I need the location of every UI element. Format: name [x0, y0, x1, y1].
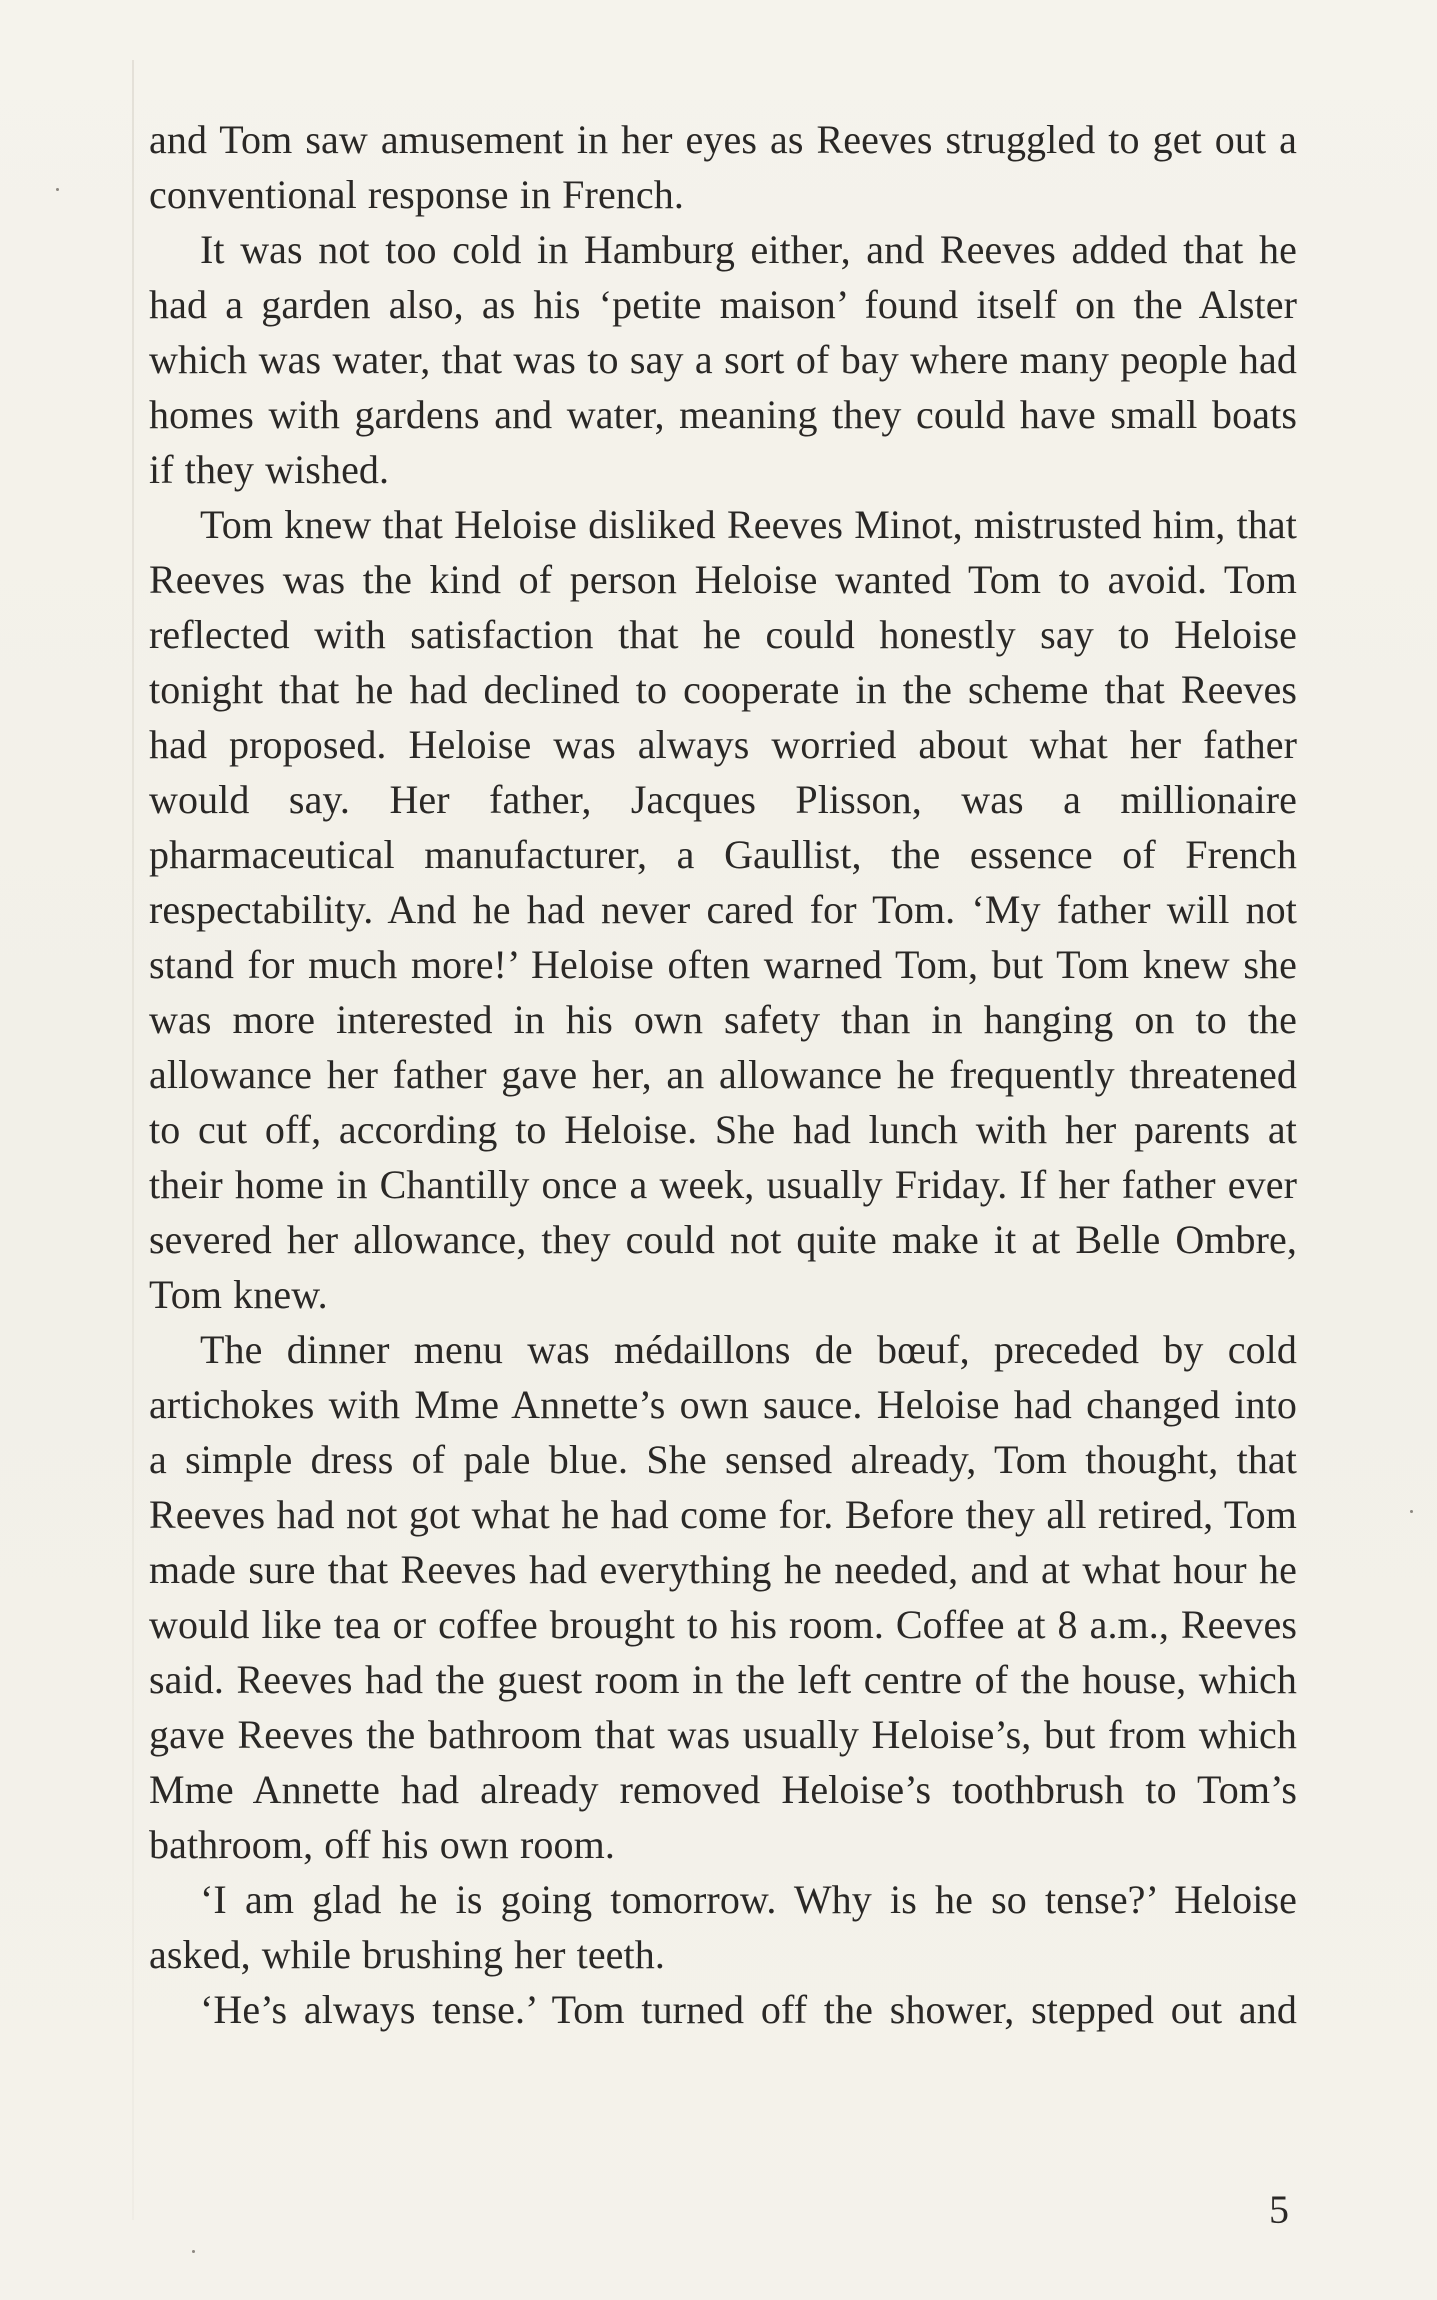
paragraph: Tom knew that Heloise disliked Reeves Minot, mistrusted him, that Reeves was the kind of person Heloise wanted Tom to avoid. Tom reflected with satisfaction that he could honestly say to Heloise tonight that he had declined to cooperate in the scheme that Reeves had proposed. Heloise was always worried about what her father would say. Her father, Jacques Plisson, was a millionaire pharmaceutical manufacturer, a Gaullist, the essence of French respectability. And he had never cared for Tom. ‘My father will not stand for much more!’ Heloise often warned Tom, but Tom knew she was more interested in his own safety than in hanging on to the allowance her father gave her, an allowance he frequently threatened to cut off, according to Heloise. She had lunch with her parents at their home in Chantilly once a week, usually Friday. If her father ever severed her allowance, they could not quite make it at Belle Ombre, Tom knew. — [149, 502, 1297, 1317]
paper-speck — [1410, 1510, 1413, 1513]
paper-speck — [56, 188, 59, 191]
page-fold-shadow — [132, 60, 134, 2220]
paragraph: and Tom saw amusement in her eyes as Reeves struggled to get out a conventional response in French. — [149, 117, 1297, 217]
body-text — [149, 112, 1297, 2037]
page-number: 5 — [1269, 2187, 1289, 2232]
paragraph: ‘He’s always tense.’ Tom turned off the shower, stepped out and — [200, 1987, 1297, 2032]
paper-speck — [192, 2250, 195, 2253]
paragraph: ‘I am glad he is going tomorrow. Why is he so tense?’ Heloise asked, while brushing her teeth. — [149, 1877, 1297, 1977]
paragraph: The dinner menu was médaillons de bœuf, preceded by cold artichokes with Mme Annette’s own sauce. Heloise had changed into a simple dress of pale blue. She sensed already, Tom thought, that Reeves had not got what he had come for. Before they all retired, Tom made sure that Reeves had everything he needed, and at what hour he would like tea or coffee brought to his room. Coffee at 8 a.m., Reeves said. Reeves had the guest room in the left centre of the house, which gave Reeves the bathroom that was usually Heloise’s, but from which Mme Annette had already removed Heloise’s toothbrush to Tom’s bathroom, off his own room. — [149, 1327, 1297, 1867]
paragraph: It was not too cold in Hamburg either, and Reeves added that he had a garden also, as his ‘petite maison’ found itself on the Alster which was water, that was to say a sort of bay where many people had homes with gardens and water, meaning they could have small boats if they wished. — [149, 227, 1297, 492]
